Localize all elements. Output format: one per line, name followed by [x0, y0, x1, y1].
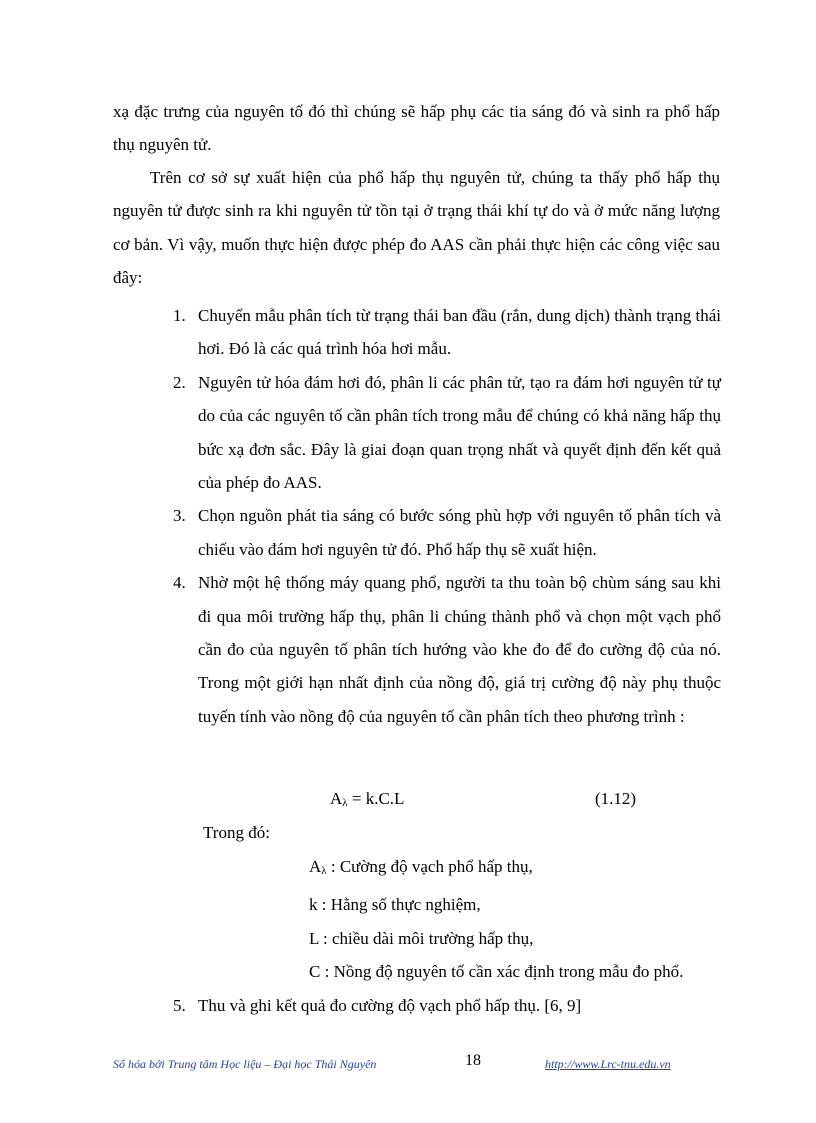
definition-symbol: L — [309, 928, 319, 948]
definition-item — [309, 922, 729, 955]
step-text: Thu và ghi kết quả đo cường độ vạch phổ hấp thụ. [6, 9] — [198, 996, 582, 1015]
equation-1-12 — [330, 783, 680, 815]
equation-rhs: = k.C.L — [347, 789, 405, 808]
step-number: 2. — [173, 372, 186, 392]
equation-number: (1.12) — [595, 789, 637, 808]
paragraph-aas-requirements: Trên cơ sở sự xuất hiện của phổ hấp thụ nguyên tử, chúng ta thấy phổ hấp thụ nguyên tử được sinh ra khi nguyên tử tồn tại ở trạng thái khí tự do và ở mức năng lượng cơ bản. Vì vậy, muốn thực hiện được phép đo AAS cần phải thực hiện các công việc sau đây: — [113, 168, 720, 288]
variable-definitions — [309, 850, 729, 989]
definition-item — [309, 888, 729, 921]
page-number: 18 — [465, 1052, 481, 1069]
step-text: Nguyên tử hóa đám hơi đó, phân li các phân tử, tạo ra đám hơi nguyên tử tự do của các nguyên tố cần phân tích trong mẫu để chúng có khả năng hấp thụ bức xạ đơn sắc. Đây là giai đoạn quan trọng nhất và quyết định đến kết quả của phép đo AAS. — [198, 372, 721, 493]
step-number: 4. — [173, 573, 186, 593]
definition-subscript: λ — [321, 865, 327, 877]
footer-credit: Số hóa bởi Trung tâm Học liệu – Đại học Thái Nguyên — [113, 1057, 377, 1071]
step-number: 1. — [173, 306, 186, 325]
definition-symbol: k — [309, 895, 318, 915]
step-number: 3. — [173, 506, 186, 526]
list-item-step-1 — [173, 299, 721, 366]
list-item-step-3 — [173, 499, 721, 566]
step-text: Chuyển mẫu phân tích từ trạng thái ban đầu (rắn, dung dịch) thành trạng thái hơi. Đó là các quá trình hóa hơi mẫu. — [198, 306, 721, 359]
definition-text: : Hằng số thực nghiệm, — [317, 895, 481, 915]
list-item-step-5 — [173, 989, 746, 1022]
where-label: Trong đó: — [203, 823, 270, 842]
step-text: Nhờ một hệ thống máy quang phổ, người ta thu toàn bộ chùm sáng sau khi đi qua môi trường hấp thụ, phân li chúng thành phổ và chọn một vạch phổ cần đo của nguyên tố phân tích hướng vào khe đo để đo cường độ của nó. Trong một giới hạn nhất định của nồng độ, giá trị cường độ này phụ thuộc tuyến tính vào nồng độ của nguyên tố cần phân tích theo phương trình : — [198, 573, 721, 726]
equation-subscript: λ — [342, 797, 348, 809]
step-text: Chọn nguồn phát tia sáng có bước sóng phù hợp với nguyên tố phân tích và chiếu vào đám hơi nguyên tử đó. Phổ hấp thụ sẽ xuất hiện. — [198, 506, 721, 559]
definition-text: : chiều dài môi trường hấp thụ, — [318, 928, 534, 948]
list-item-step-4 — [173, 566, 721, 733]
definition-item — [309, 850, 729, 888]
list-item-step-2 — [173, 366, 721, 500]
footer-link[interactable]: http://www.Lrc-tnu.edu.vn — [545, 1057, 671, 1071]
definition-item — [309, 955, 729, 988]
definition-text: : Cường độ vạch phổ hấp thụ, — [326, 857, 533, 876]
definition-text: : Nồng độ nguyên tố cần xác định trong mẫu đo phổ. — [320, 962, 684, 982]
definition-symbol: C — [309, 962, 321, 982]
paragraph-intro-continued: xạ đặc trưng của nguyên tố đó thì chúng sẽ hấp phụ các tia sáng đó và sinh ra phổ hấp thụ nguyên tử. — [113, 102, 720, 155]
step-number: 5. — [173, 996, 186, 1015]
page-footer — [113, 1054, 713, 1074]
definition-symbol: A — [309, 857, 322, 876]
equation-expression — [330, 783, 404, 819]
equation-lhs: A — [330, 789, 343, 808]
